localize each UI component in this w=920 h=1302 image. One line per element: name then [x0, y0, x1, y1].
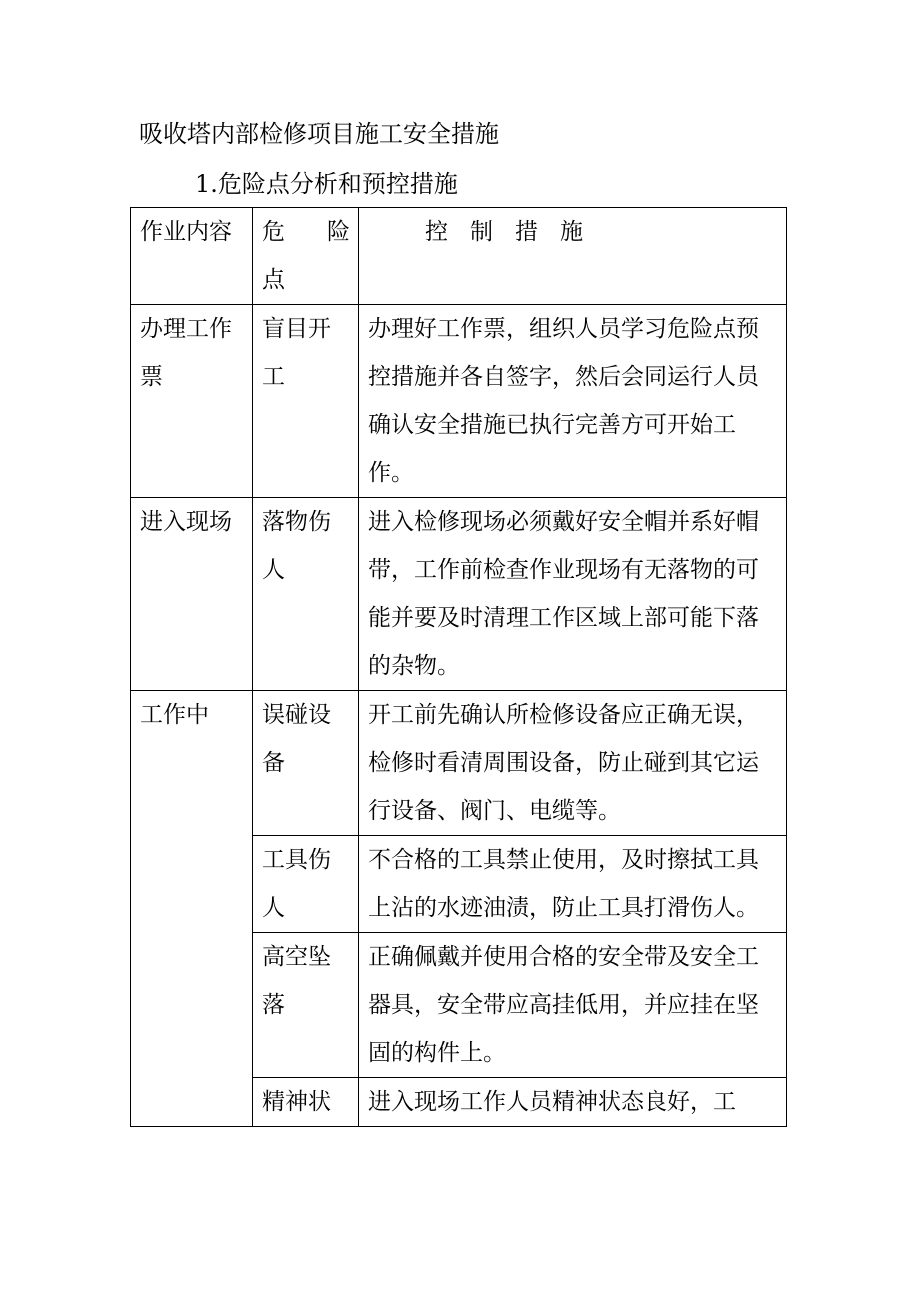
- section-heading: 1.危险点分析和预控措施: [195, 170, 458, 198]
- header-hazard: [253, 208, 359, 305]
- document-title: 吸收塔内部检修项目施工安全措施: [139, 120, 499, 148]
- row-work-content: 进入现场: [131, 498, 253, 691]
- table-header-row: [131, 208, 787, 305]
- header-hazard-line2: 点: [262, 267, 285, 293]
- row-work-content: 工作中: [131, 691, 253, 1127]
- row-measure: 不合格的工具禁止使用，及时擦拭工具上沾的水迹油渍，防止工具打滑伤人。: [359, 836, 787, 933]
- table-row: [131, 691, 787, 836]
- row-measure: 进入检修现场必须戴好安全帽并系好帽带，工作前检查作业现场有无落物的可能并要及时清理工作区域上部可能下落的杂物。: [359, 498, 787, 691]
- risk-control-table: [130, 207, 787, 1127]
- row-hazard: 误碰设备: [253, 691, 359, 836]
- header-work-content: 作业内容: [131, 208, 253, 305]
- header-hazard-line1: 危 险: [262, 219, 350, 245]
- row-hazard: 落物伤人: [253, 498, 359, 691]
- row-hazard: 精神状: [253, 1078, 359, 1127]
- row-measure: 办理好工作票，组织人员学习危险点预控措施并各自签字，然后会同运行人员确认安全措施已执行完善方可开始工作。: [359, 305, 787, 498]
- row-measure: 正确佩戴并使用合格的安全带及安全工器具，安全带应高挂低用，并应挂在坚固的构件上。: [359, 933, 787, 1078]
- table-row: [131, 305, 787, 498]
- header-measures: 控制措施: [359, 208, 787, 305]
- row-measure: 开工前先确认所检修设备应正确无误，检修时看清周围设备，防止碰到其它运行设备、阀门、电缆等。: [359, 691, 787, 836]
- row-hazard: 高空坠落: [253, 933, 359, 1078]
- row-hazard: 工具伤人: [253, 836, 359, 933]
- row-measure: 进入现场工作人员精神状态良好，工: [359, 1078, 787, 1127]
- row-hazard: 盲目开工: [253, 305, 359, 498]
- table-row: [131, 498, 787, 691]
- row-work-content: 办理工作票: [131, 305, 253, 498]
